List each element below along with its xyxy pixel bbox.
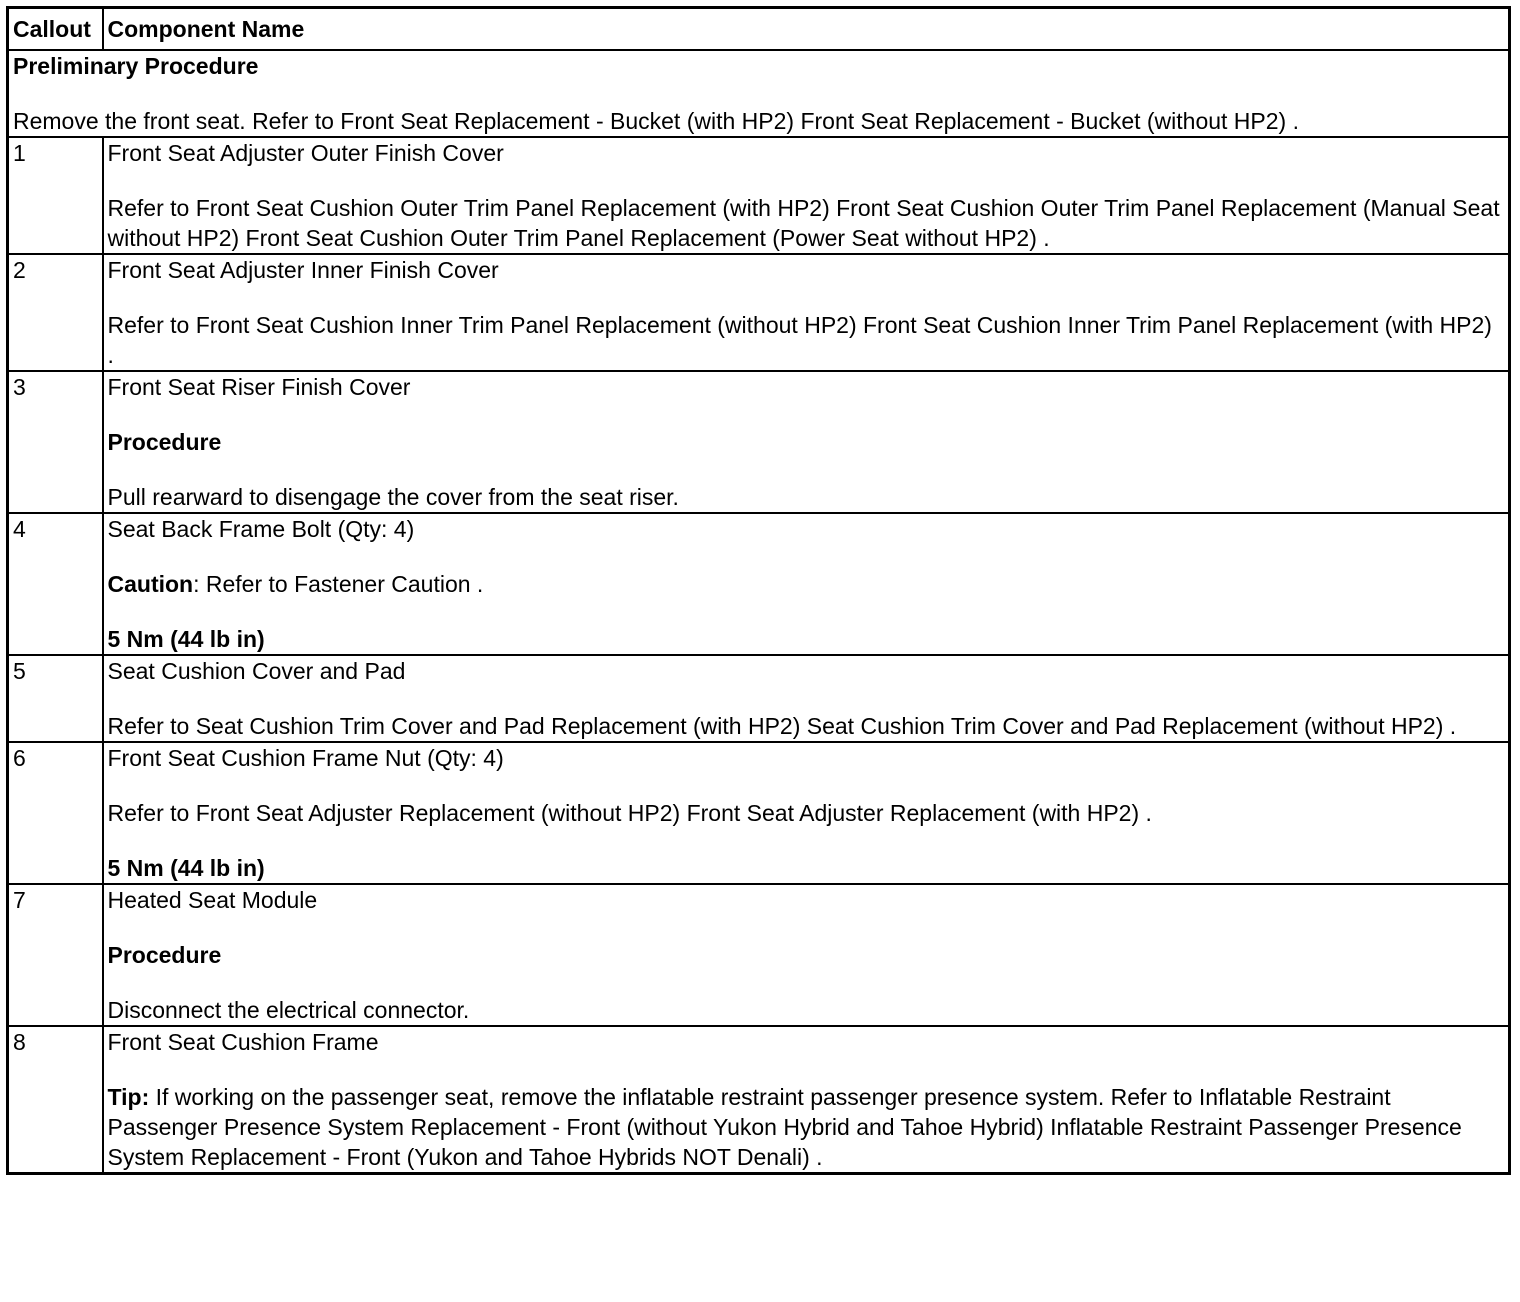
component-text: Refer to Front Seat Cushion Inner Trim Panel Replacement (without HP2) Front Seat Cushion Inner Trim Panel Replacement (with HP2) .: [107, 312, 1492, 368]
tip-text: If working on the passenger seat, remove the inflatable restraint passenger presence system. Refer to Inflatable Restraint Passenger Presence System Replacement - Front (without Yukon Hybrid and Tahoe Hybrid) Inflatable Restraint Passenger Presence System Replacement - Front (Yukon and Tahoe Hybrids NOT Denali) .: [107, 1084, 1462, 1170]
component-text: Disconnect the electrical connector.: [107, 997, 470, 1023]
header-callout: Callout: [8, 8, 103, 51]
component-title: Seat Cushion Cover and Pad: [107, 658, 406, 684]
table-row: [8, 254, 1510, 371]
table-header-row: [8, 8, 1510, 51]
torque-spec: 5 Nm (44 lb in): [107, 855, 265, 881]
component-text: Pull rearward to disengage the cover from the seat riser.: [107, 484, 679, 510]
procedure-subhead: Procedure: [107, 429, 222, 455]
callout-number: 1: [8, 137, 103, 254]
callout-number: 3: [8, 371, 103, 513]
torque-spec: 5 Nm (44 lb in): [107, 626, 265, 652]
table-row: [8, 884, 1510, 1026]
callout-number: 6: [8, 742, 103, 884]
component-cell: [103, 884, 1510, 1026]
component-title: Heated Seat Module: [107, 887, 318, 913]
table-row: [8, 513, 1510, 655]
caution-text: : Refer to Fastener Caution .: [193, 571, 484, 597]
component-table: [6, 6, 1511, 1175]
table-row: [8, 371, 1510, 513]
table-row: [8, 742, 1510, 884]
component-cell: [103, 655, 1510, 742]
header-component-name: Component Name: [103, 8, 1510, 51]
component-cell: [103, 1026, 1510, 1174]
callout-number: 8: [8, 1026, 103, 1174]
component-title: Front Seat Riser Finish Cover: [107, 374, 411, 400]
component-text: Refer to Front Seat Adjuster Replacement (without HP2) Front Seat Adjuster Replacement (with HP2) .: [107, 800, 1152, 826]
component-title: Front Seat Adjuster Inner Finish Cover: [107, 257, 499, 283]
component-title: Front Seat Cushion Frame: [107, 1029, 379, 1055]
preliminary-title: Preliminary Procedure: [13, 53, 259, 79]
component-text: Refer to Seat Cushion Trim Cover and Pad Replacement (with HP2) Seat Cushion Trim Cover and Pad Replacement (without HP2) .: [107, 713, 1457, 739]
callout-number: 4: [8, 513, 103, 655]
callout-number: 7: [8, 884, 103, 1026]
component-title: Seat Back Frame Bolt (Qty: 4): [107, 516, 415, 542]
table-row: [8, 137, 1510, 254]
component-text: Refer to Front Seat Cushion Outer Trim Panel Replacement (with HP2) Front Seat Cushion Outer Trim Panel Replacement (Manual Seat without HP2) Front Seat Cushion Outer Trim Panel Replacement (Power Seat without HP2) .: [107, 195, 1500, 251]
callout-number: 2: [8, 254, 103, 371]
callout-number: 5: [8, 655, 103, 742]
component-cell: [103, 742, 1510, 884]
component-cell: [103, 513, 1510, 655]
procedure-subhead: Procedure: [107, 942, 222, 968]
preliminary-row: [8, 50, 1510, 137]
preliminary-cell: [8, 50, 1510, 137]
component-title: Front Seat Adjuster Outer Finish Cover: [107, 140, 504, 166]
component-cell: [103, 371, 1510, 513]
preliminary-text: Remove the front seat. Refer to Front Seat Replacement - Bucket (with HP2) Front Seat Replacement - Bucket (without HP2) .: [13, 108, 1299, 134]
component-cell: [103, 254, 1510, 371]
tip-line: [108, 1082, 1505, 1172]
tip-label: Tip:: [107, 1084, 150, 1110]
caution-line: [108, 569, 1505, 599]
table-row: [8, 655, 1510, 742]
component-title: Front Seat Cushion Frame Nut (Qty: 4): [107, 745, 504, 771]
caution-label: Caution: [107, 571, 194, 597]
table-row: [8, 1026, 1510, 1174]
component-cell: [103, 137, 1510, 254]
